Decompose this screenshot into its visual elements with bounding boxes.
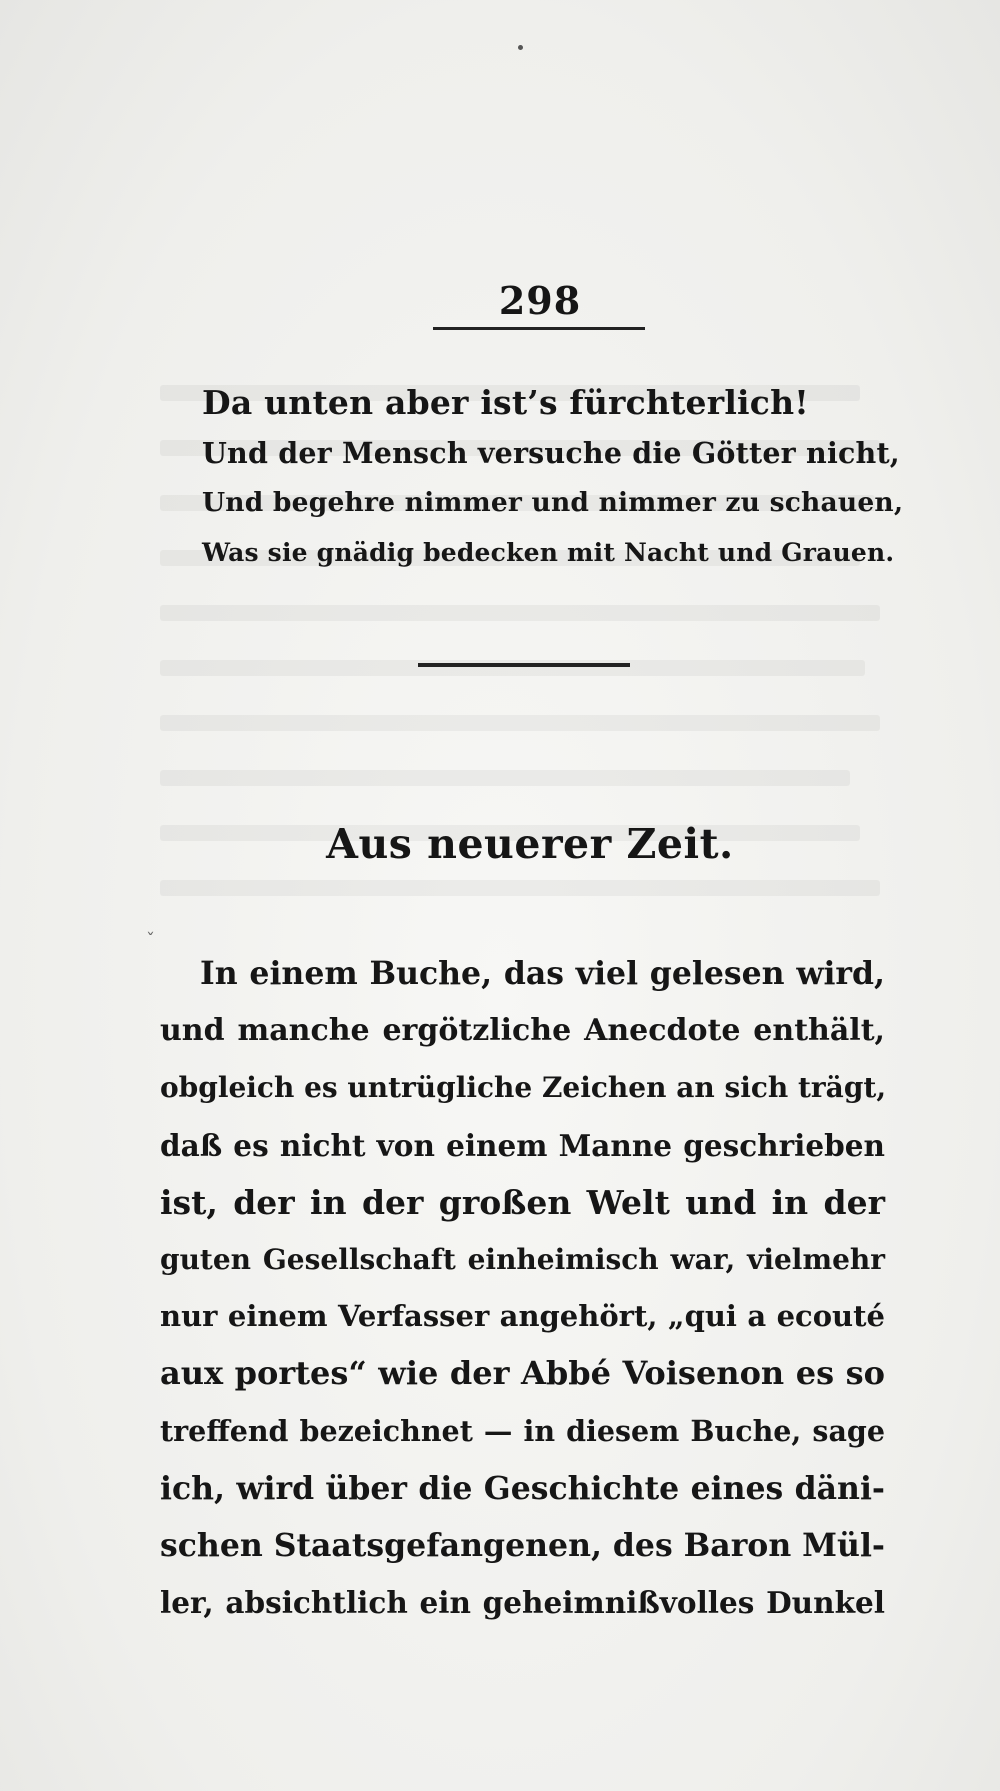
paragraph-line: nur einem Verfasser angehört, „qui a ecouté (160, 1299, 885, 1334)
page-number: 298 (498, 278, 582, 323)
body-paragraph (160, 945, 885, 1631)
poem-line: Was sie gnädig bedecken mit Nacht und Grauen. (202, 538, 895, 567)
poem-line: Da unten aber ist’s fürchterlich! (202, 383, 809, 422)
paragraph-line: guten Gesellschaft einheimisch war, vielmehr (160, 1242, 885, 1276)
paragraph-line: In einem Buche, das viel gelesen wird, (200, 955, 885, 992)
section-divider (418, 663, 630, 667)
section-title: Aus neuerer Zeit. (326, 820, 734, 868)
paragraph-line: obgleich es untrügliche Zeichen an sich trägt, (160, 1071, 887, 1105)
paragraph-line: schen Staatsgefangenen, des Baron Mül- (160, 1526, 885, 1564)
paragraph-line: treffend bezeichnet — in diesem Buche, sage (160, 1413, 885, 1448)
paragraph-line: daß es nicht von einem Manne geschrieben (160, 1127, 885, 1163)
paragraph-line: ich, wird über die Geschichte eines däni- (160, 1469, 885, 1507)
poem-line: Und der Mensch versuche die Götter nicht, (202, 436, 900, 470)
paragraph-line: ist, der in der großen Welt und in der (160, 1182, 885, 1222)
paragraph-line: und manche ergötzliche Anecdote enthält, (160, 1013, 885, 1049)
header-rule (433, 327, 645, 330)
paragraph-line: aux portes“ wie der Abbé Voisenon es so (160, 1354, 885, 1393)
poem-line: Und begehre nimmer und nimmer zu schauen, (202, 487, 904, 518)
page-mark-dot (518, 45, 523, 50)
margin-mark: ˇ (146, 930, 155, 951)
poem-stanza (202, 378, 902, 578)
paragraph-line: ler, absichtlich ein geheimnißvolles Dunkel (160, 1585, 885, 1621)
